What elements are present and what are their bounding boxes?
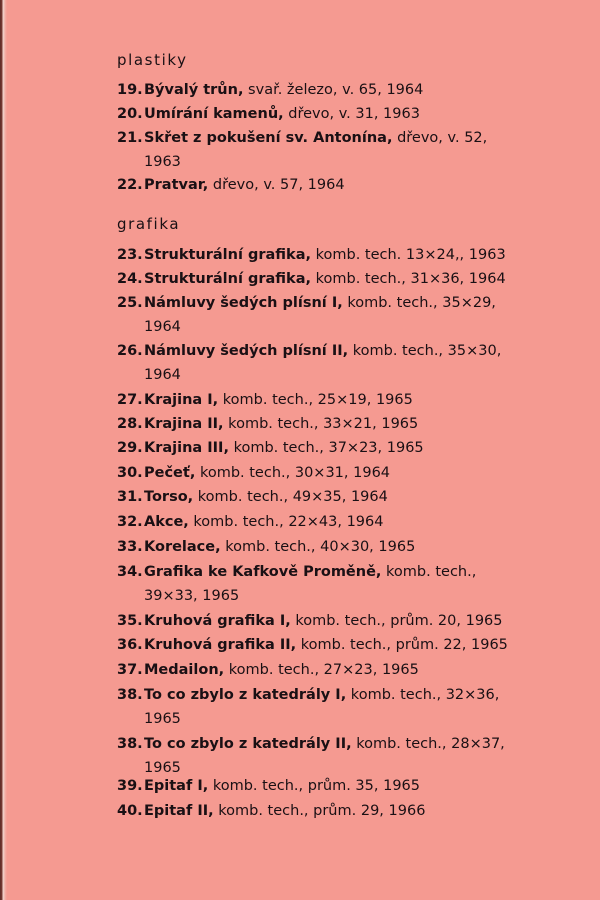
entry-title: Grafika ke Kafkově Proměně, — [144, 564, 382, 580]
entry-title: Námluvy šedých plísní I, — [144, 295, 343, 311]
entry-details: komb. tech., 28×37, — [351, 736, 505, 752]
list-item — [117, 291, 517, 339]
entry-number: 34. — [117, 564, 143, 580]
entry-title: Krajina II, — [144, 416, 224, 432]
entry-details-continued: 1965 — [144, 711, 181, 727]
list-item — [117, 102, 517, 126]
entry-number: 26. — [117, 343, 143, 359]
entry-details: komb. tech., 22×43, 1964 — [188, 514, 384, 530]
entry-title: Krajina III, — [144, 440, 229, 456]
entry-number: 25. — [117, 295, 143, 311]
entry-title: Pratvar, — [144, 177, 209, 193]
list-item — [117, 339, 517, 387]
entry-number: 37. — [117, 662, 143, 678]
list-item — [117, 388, 517, 412]
entry-details: komb. tech., — [381, 564, 477, 580]
section-heading-grafika: grafika — [117, 215, 181, 233]
entry-details: komb. tech., 25×19, 1965 — [218, 392, 413, 408]
list-item — [117, 267, 517, 291]
entry-number: 36. — [117, 637, 143, 653]
entry-number: 40. — [117, 803, 143, 819]
entry-title: Kruhová grafika II, — [144, 637, 297, 653]
entry-title: Kruhová grafika I, — [144, 613, 291, 629]
list-item — [117, 461, 517, 485]
entry-details-continued: 1965 — [144, 760, 181, 776]
entry-number: 19. — [117, 82, 143, 98]
entry-details: komb. tech., prům. 29, 1966 — [213, 803, 426, 819]
entry-number: 31. — [117, 489, 143, 505]
entry-title: Bývalý trůn, — [144, 82, 244, 98]
list-item — [117, 412, 517, 436]
list-item — [117, 485, 517, 509]
entry-details-continued: 1964 — [144, 319, 181, 335]
list-item — [117, 799, 517, 823]
entry-details: komb. tech., 35×30, — [348, 343, 502, 359]
list-item — [117, 732, 517, 775]
entry-number: 38. — [117, 687, 143, 703]
entry-number: 35. — [117, 613, 143, 629]
entry-details: komb. tech., 30×31, 1964 — [195, 465, 391, 481]
entry-number: 29. — [117, 440, 143, 456]
entry-details-continued: 1963 — [144, 154, 181, 170]
list-item — [117, 774, 517, 798]
list-item — [117, 609, 517, 633]
entry-details: komb. tech., prům. 35, 1965 — [208, 778, 421, 794]
entry-details: komb. tech., 40×30, 1965 — [220, 539, 416, 555]
entry-details: dřevo, v. 31, 1963 — [283, 106, 420, 122]
list-item — [117, 683, 517, 731]
entry-title: Korelace, — [144, 539, 221, 555]
list-item — [117, 78, 517, 102]
entry-title: Skřet z pokušení sv. Antonína, — [144, 130, 393, 146]
entry-title: To co zbylo z katedrály I, — [144, 687, 347, 703]
list-item — [117, 633, 517, 657]
list-item — [117, 436, 517, 460]
entry-details: komb. tech., prům. 20, 1965 — [290, 613, 503, 629]
entry-number: 32. — [117, 514, 143, 530]
entry-details: dřevo, v. 52, — [392, 130, 488, 146]
entry-number: 22. — [117, 177, 143, 193]
entry-title: Strukturální grafika, — [144, 247, 311, 263]
entry-details-continued: 39×33, 1965 — [144, 588, 240, 604]
list-item — [117, 126, 517, 174]
section-heading-plastiky: plastiky — [117, 51, 188, 69]
entry-title: Strukturální grafika, — [144, 271, 311, 287]
entry-number: 38. — [117, 736, 143, 752]
entry-title: Námluvy šedých plísní II, — [144, 343, 349, 359]
entry-title: To co zbylo z katedrály II, — [144, 736, 352, 752]
entry-details: komb. tech., 33×21, 1965 — [223, 416, 419, 432]
list-item — [117, 510, 517, 534]
list-item — [117, 535, 517, 559]
entry-details: komb. tech., 32×36, — [346, 687, 500, 703]
entry-details: komb. tech., 27×23, 1965 — [224, 662, 419, 678]
entry-title: Medailon, — [144, 662, 225, 678]
entry-title: Epitaf I, — [144, 778, 209, 794]
entry-title: Pečeť, — [144, 465, 196, 481]
entry-number: 21. — [117, 130, 143, 146]
entry-details: komb. tech., 31×36, 1964 — [311, 271, 506, 287]
entry-number: 24. — [117, 271, 143, 287]
list-item — [117, 173, 517, 197]
entry-number: 33. — [117, 539, 143, 555]
entry-number: 27. — [117, 392, 143, 408]
entry-title: Umírání kamenů, — [144, 106, 284, 122]
entry-number: 39. — [117, 778, 143, 794]
entry-details: komb. tech., prům. 22, 1965 — [296, 637, 508, 653]
entry-title: Akce, — [144, 514, 189, 530]
entry-title: Epitaf II, — [144, 803, 214, 819]
entry-number: 20. — [117, 106, 143, 122]
entry-details: komb. tech., 49×35, 1964 — [193, 489, 388, 505]
list-item — [117, 658, 517, 682]
entry-title: Krajina I, — [144, 392, 219, 408]
entry-title: Torso, — [144, 489, 194, 505]
list-item — [117, 560, 517, 608]
entry-details: komb. tech., 35×29, — [342, 295, 496, 311]
list-item — [117, 243, 517, 267]
entry-number: 23. — [117, 247, 143, 263]
entry-details: dřevo, v. 57, 1964 — [208, 177, 345, 193]
entry-details: svař. železo, v. 65, 1964 — [243, 82, 424, 98]
entry-number: 30. — [117, 465, 143, 481]
entry-number: 28. — [117, 416, 143, 432]
entry-details-continued: 1964 — [144, 367, 181, 383]
entry-details: komb. tech., 37×23, 1965 — [228, 440, 424, 456]
entry-details: komb. tech. 13×24,, 1963 — [311, 247, 506, 263]
